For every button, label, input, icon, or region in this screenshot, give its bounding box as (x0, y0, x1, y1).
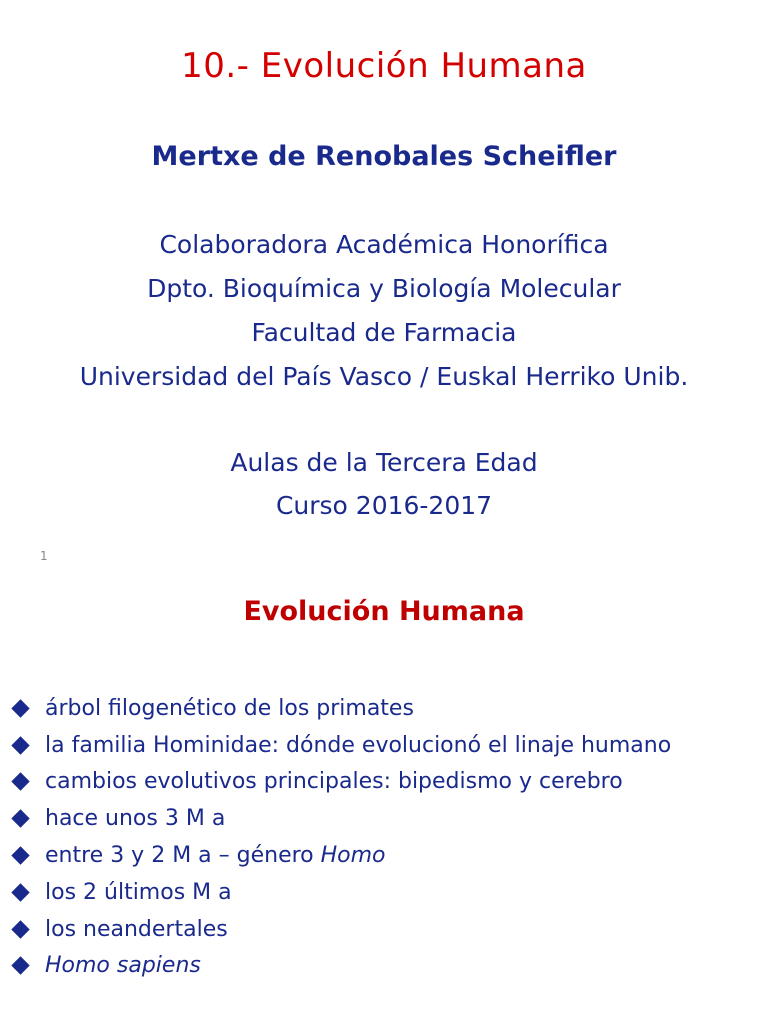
diamond-bullet-icon (11, 957, 29, 975)
diamond-bullet-icon (11, 773, 29, 791)
list-item (10, 874, 671, 911)
list-item-text: los 2 últimos M a (45, 879, 232, 905)
course-line: Curso 2016-2017 (275, 491, 493, 520)
list-item (10, 690, 671, 727)
diamond-bullet-icon (11, 699, 29, 717)
list-item (10, 727, 671, 764)
list-item (10, 837, 671, 874)
list-item-text: árbol filogenético de los primates (45, 695, 414, 721)
affiliation-line: Colaboradora Académica Honorífica (159, 230, 609, 259)
diamond-bullet-icon (11, 846, 29, 864)
diamond-bullet-icon (11, 883, 29, 901)
page-number: 1 (40, 549, 48, 563)
list-item (10, 764, 671, 801)
affiliation-line: Facultad de Farmacia (251, 318, 517, 347)
course-line: Aulas de la Tercera Edad (230, 448, 538, 477)
list-item (10, 800, 671, 837)
list-item-text-italic: Homo sapiens (45, 953, 201, 979)
list-item-text-italic: Homo (320, 843, 386, 869)
list-item-text-plain: entre 3 y 2 M a – género (45, 843, 321, 869)
list-item-text: cambios evolutivos principales: bipedismo y cerebro (45, 769, 623, 795)
affiliation-line: Universidad del País Vasco / Euskal Herriko Unib. (79, 362, 689, 391)
list-item-text: hace unos 3 M a (45, 806, 226, 832)
diamond-bullet-icon (11, 810, 29, 828)
list-item (10, 948, 671, 985)
diamond-bullet-icon (11, 736, 29, 754)
list-item-text: los neandertales (45, 916, 228, 942)
author-name: Mertxe de Renobales Scheifler (151, 141, 617, 172)
section-heading: Evolución Humana (243, 596, 525, 627)
list-item-text (45, 843, 386, 868)
affiliation-line: Dpto. Bioquímica y Biología Molecular (147, 274, 621, 303)
topic-list (10, 690, 671, 984)
list-item-text: la familia Hominidae: dónde evolucionó el linaje humano (45, 732, 672, 758)
slide-title: 10.- Evolución Humana (181, 46, 587, 86)
diamond-bullet-icon (11, 920, 29, 938)
list-item (10, 911, 671, 948)
